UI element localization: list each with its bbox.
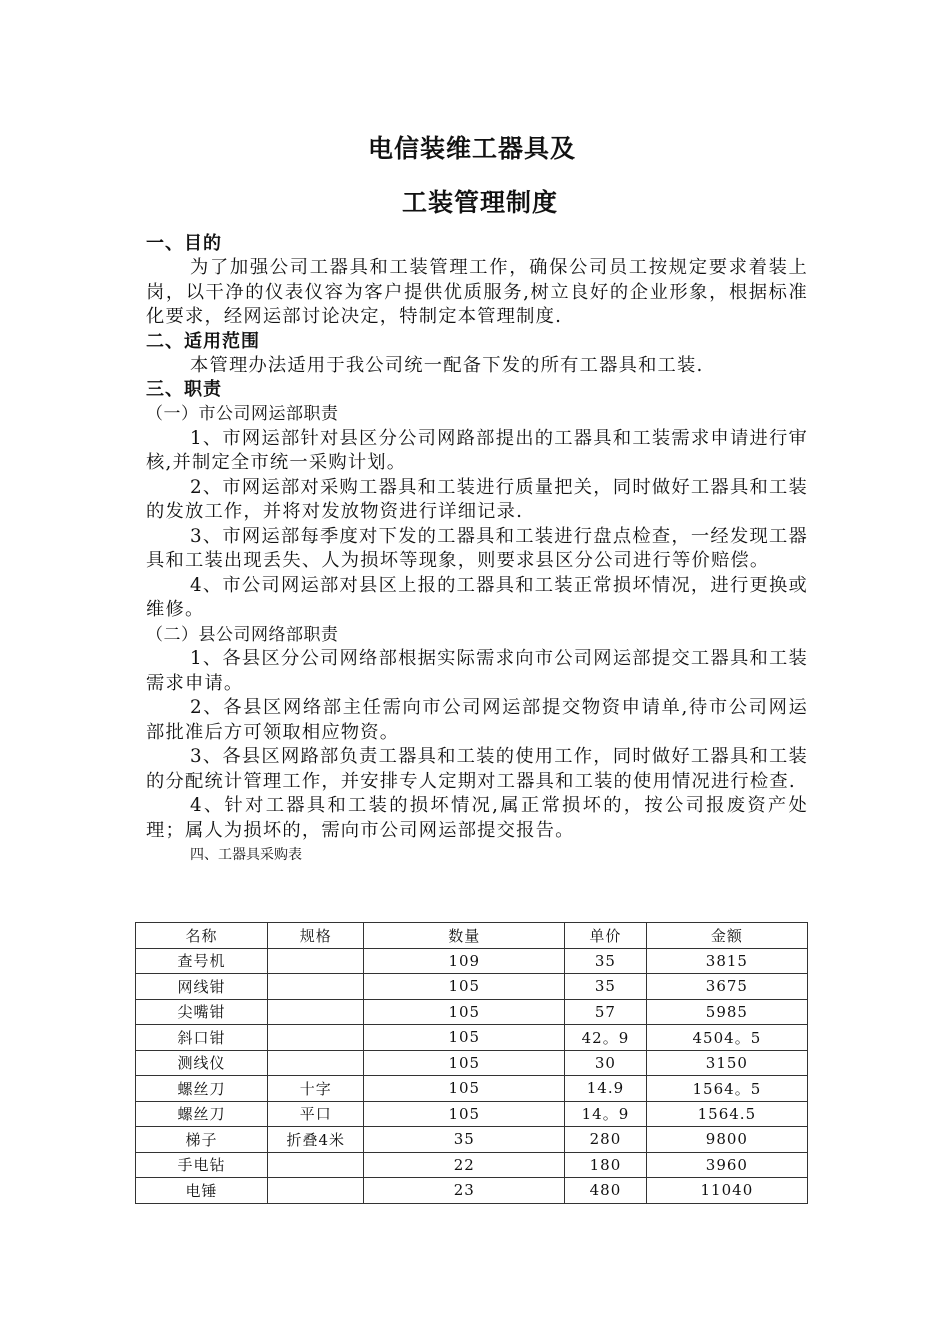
cell-spec: [268, 1178, 364, 1204]
cell-spec: 平口: [268, 1101, 364, 1127]
cell-amount: 3675: [646, 974, 807, 1000]
list-item: 3、各县区网路部负责工器具和工装的使用工作，同时做好工器具和工装的分配统计管理工作，并安排专人定期对工器具和工装的使用情况进行检查.: [146, 746, 808, 792]
cell-unit-price: 42。9: [565, 1025, 647, 1051]
table-row: [136, 1178, 808, 1204]
table-row: [136, 1101, 808, 1127]
cell-unit-price: 57: [565, 999, 647, 1025]
title-line-2: 工装管理制度: [401, 188, 558, 217]
cell-quantity: 105: [364, 999, 565, 1025]
cell-spec: 折叠4米: [268, 1127, 364, 1153]
cell-spec: [268, 1152, 364, 1178]
cell-unit-price: 14。9: [565, 1101, 647, 1127]
cell-quantity: 105: [364, 1101, 565, 1127]
list-item: 2、市网运部对采购工器具和工装进行质量把关，同时做好工器具和工装的发放工作，并将对发放物资进行详细记录.: [146, 476, 808, 522]
cell-amount: 5985: [646, 999, 807, 1025]
table-row: [136, 999, 808, 1025]
cell-spec: [268, 1050, 364, 1076]
list-item: 1、市网运部针对县区分公司网路部提出的工器具和工装需求申请进行审核,并制定全市统一采购计划。: [146, 427, 808, 473]
cell-name: 电锤: [136, 1178, 268, 1204]
section-heading-duties: 三、职责: [146, 379, 222, 400]
cell-amount: 3815: [646, 948, 807, 974]
cell-name: 手电钻: [136, 1152, 268, 1178]
column-header-unit-price: 单价: [565, 923, 647, 949]
list-item: 1、各县区分公司网络部根据实际需求向市公司网运部提交工器具和工装需求申请。: [146, 648, 808, 694]
table-row: [136, 948, 808, 974]
table-caption: 四、工器具采购表: [190, 847, 302, 863]
cell-quantity: 35: [364, 1127, 565, 1153]
cell-amount: 1564.5: [646, 1101, 807, 1127]
cell-spec: [268, 999, 364, 1025]
cell-spec: [268, 1025, 364, 1051]
list-item: 2、各县区网络部主任需向市公司网运部提交物资申请单,待市公司网运部批准后方可领取相应物资。: [146, 697, 808, 743]
cell-quantity: 105: [364, 1050, 565, 1076]
cell-unit-price: 35: [565, 948, 647, 974]
cell-quantity: 22: [364, 1152, 565, 1178]
cell-quantity: 105: [364, 1076, 565, 1102]
cell-amount: 1564。5: [646, 1076, 807, 1102]
cell-unit-price: 14.9: [565, 1076, 647, 1102]
table-row: [136, 1127, 808, 1153]
table-header-row: [136, 923, 808, 949]
cell-name: 查号机: [136, 948, 268, 974]
cell-name: 螺丝刀: [136, 1076, 268, 1102]
cell-quantity: 105: [364, 1025, 565, 1051]
column-header-quantity: 数量: [364, 923, 565, 949]
cell-amount: 3150: [646, 1050, 807, 1076]
list-item: 4、针对工器具和工装的损坏情况,属正常损坏的，按公司报废资产处理；属人为损坏的，需向市公司网运部提交报告。: [146, 795, 808, 841]
list-item: 3、市网运部每季度对下发的工器具和工装进行盘点检查，一经发现工器具和工装出现丢失、人为损坏等现象，则要求县区分公司进行等价赔偿。: [146, 525, 808, 571]
cell-name: 测线仪: [136, 1050, 268, 1076]
cell-quantity: 23: [364, 1178, 565, 1204]
table-row: [136, 1152, 808, 1178]
column-header-amount: 金额: [646, 923, 807, 949]
table-row: [136, 1050, 808, 1076]
cell-name: 梯子: [136, 1127, 268, 1153]
cell-unit-price: 280: [565, 1127, 647, 1153]
column-header-name: 名称: [136, 923, 268, 949]
title-line-1: 电信装维工器具及: [367, 134, 576, 163]
cell-unit-price: 30: [565, 1050, 647, 1076]
cell-quantity: 109: [364, 948, 565, 974]
cell-name: 斜口钳: [136, 1025, 268, 1051]
cell-unit-price: 480: [565, 1178, 647, 1204]
cell-quantity: 105: [364, 974, 565, 1000]
cell-spec: [268, 974, 364, 1000]
document-body: [146, 128, 808, 865]
cell-name: 尖嘴钳: [136, 999, 268, 1025]
cell-name: 螺丝刀: [136, 1101, 268, 1127]
cell-name: 网线钳: [136, 974, 268, 1000]
section-text-purpose: 为了加强公司工器具和工装管理工作，确保公司员工按规定要求着装上岗，以干净的仪表仪容为客户提供优质服务,树立良好的企业形象，根据标准化要求，经网运部讨论决定，特制定本管理制度.: [146, 257, 808, 327]
section-text-scope: 本管理办法适用于我公司统一配备下发的所有工器具和工装.: [190, 354, 704, 376]
table-row: [136, 1076, 808, 1102]
table-body: [136, 948, 808, 1203]
subsection-heading-city: （一）市公司网运部职责: [146, 404, 339, 424]
table-row: [136, 974, 808, 1000]
cell-spec: [268, 948, 364, 974]
section-heading-scope: 二、适用范围: [146, 330, 260, 352]
section-heading-purpose: 一、目的: [146, 233, 222, 254]
cell-amount: 3960: [646, 1152, 807, 1178]
purchase-table: [135, 922, 808, 1204]
column-header-spec: 规格: [268, 923, 364, 949]
list-item: 4、市公司网运部对县区上报的工器具和工装正常损坏情况，进行更换或维修。: [146, 574, 808, 620]
cell-amount: 4504。5: [646, 1025, 807, 1051]
cell-unit-price: 35: [565, 974, 647, 1000]
cell-spec: 十字: [268, 1076, 364, 1102]
subsection-heading-county: （二）县公司网络部职责: [146, 624, 339, 645]
table-row: [136, 1025, 808, 1051]
cell-unit-price: 180: [565, 1152, 647, 1178]
cell-amount: 9800: [646, 1127, 807, 1153]
cell-amount: 11040: [646, 1178, 807, 1204]
